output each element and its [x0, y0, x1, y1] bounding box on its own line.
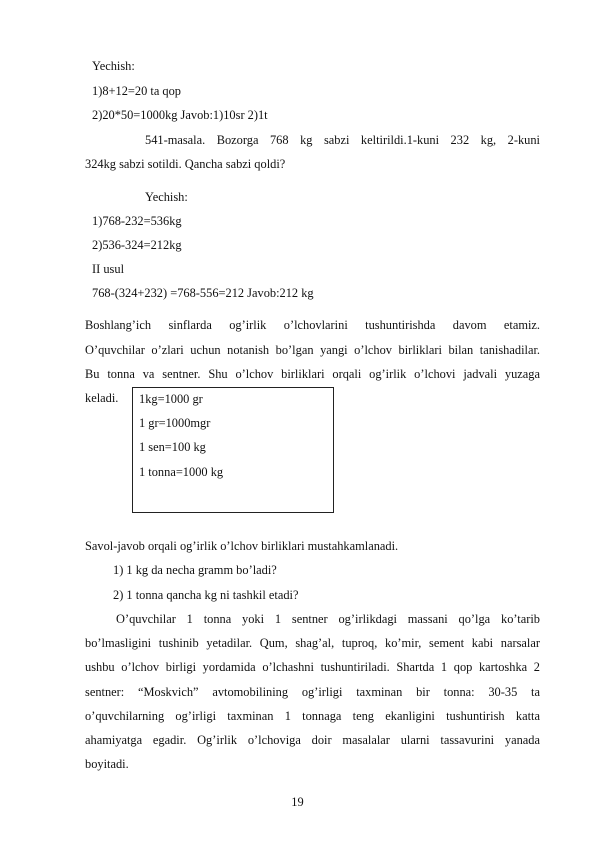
unit-row-3: 1 sen=100 kg [139, 440, 206, 454]
paragraph-2-line-7: boyitadi. [85, 757, 129, 771]
unit-row-4: 1 tonna=1000 kg [139, 465, 224, 479]
solution-step-2: 2)20*50=1000kg Javob:1)10sr 2)1t [92, 108, 268, 122]
paragraph-1-line-1: Boshlang’ich sinflarda og’irlik o’lchovlarini tushuntirishda davom etamiz. [85, 318, 540, 332]
solution2-step-1: 1)768-232=536kg [92, 214, 182, 228]
paragraph-1-line-3: Bu tonna va sentner. Shu o’lchov birliklari orqali og’irlik o’lchovi jadvali yuzaga [85, 367, 540, 381]
paragraph-2-line-1: O’quvchilar 1 tonna yoki 1 sentner og’irlikdagi massani qo’lga ko’tarib [116, 612, 540, 626]
unit-row-2: 1 gr=1000mgr [139, 416, 211, 430]
unit-row-1: 1kg=1000 gr [139, 392, 203, 406]
paragraph-1-line-2: O’quvchilar o’zlari uchun notanish bo’lgan yangi o’lchov birliklari bilan tanishadilar. [85, 343, 540, 357]
question-1: 1) 1 kg da necha gramm bo’ladi? [113, 563, 277, 577]
solution-heading-2: Yechish: [145, 190, 188, 204]
solution-heading: Yechish: [92, 59, 135, 73]
qa-intro: Savol-javob orqali og’irlik o’lchov birliklari mustahkamlanadi. [85, 539, 399, 553]
method-2-calculation: 768-(324+232) =768-556=212 Javob:212 kg [92, 286, 314, 300]
task-541-line-2: 324kg sabzi sotildi. Qancha sabzi qoldi? [85, 157, 286, 171]
paragraph-2-line-4: sentner: “Moskvich” avtomobilining og’irligi taxminan bir tonna: 30-35 ta [85, 685, 540, 699]
solution-step-1: 1)8+12=20 ta qop [92, 84, 181, 98]
paragraph-2-line-2: bo’lmasligini tushinib yetadilar. Qum, shag’al, tuproq, ko’mir, sement kabi narsalar [85, 636, 540, 650]
paragraph-2-line-3: ushbu o’lchov birligi yordamida o’lchashni tushuntiriladi. Shartda 1 qop kartoshka 2 [85, 660, 540, 674]
page-number: 19 [291, 795, 304, 809]
method-2-label: II usul [92, 262, 125, 276]
paragraph-2-line-6: ahamiyatga egadir. Og’irlik o’lchoviga doir masalalar ularni tassavurini yanada [85, 733, 540, 747]
task-541-line-1: 541-masala. Bozorga 768 kg sabzi keltirildi.1-kuni 232 kg, 2-kuni [145, 133, 540, 147]
paragraph-2-line-5: o’quvchilarning og’irligi taxminan 1 tonnaga teng ekanligini tushuntirish katta [85, 709, 540, 723]
question-2: 2) 1 tonna qancha kg ni tashkil etadi? [113, 588, 299, 602]
paragraph-1-line-4: keladi. [85, 391, 119, 405]
solution2-step-2: 2)536-324=212kg [92, 238, 182, 252]
